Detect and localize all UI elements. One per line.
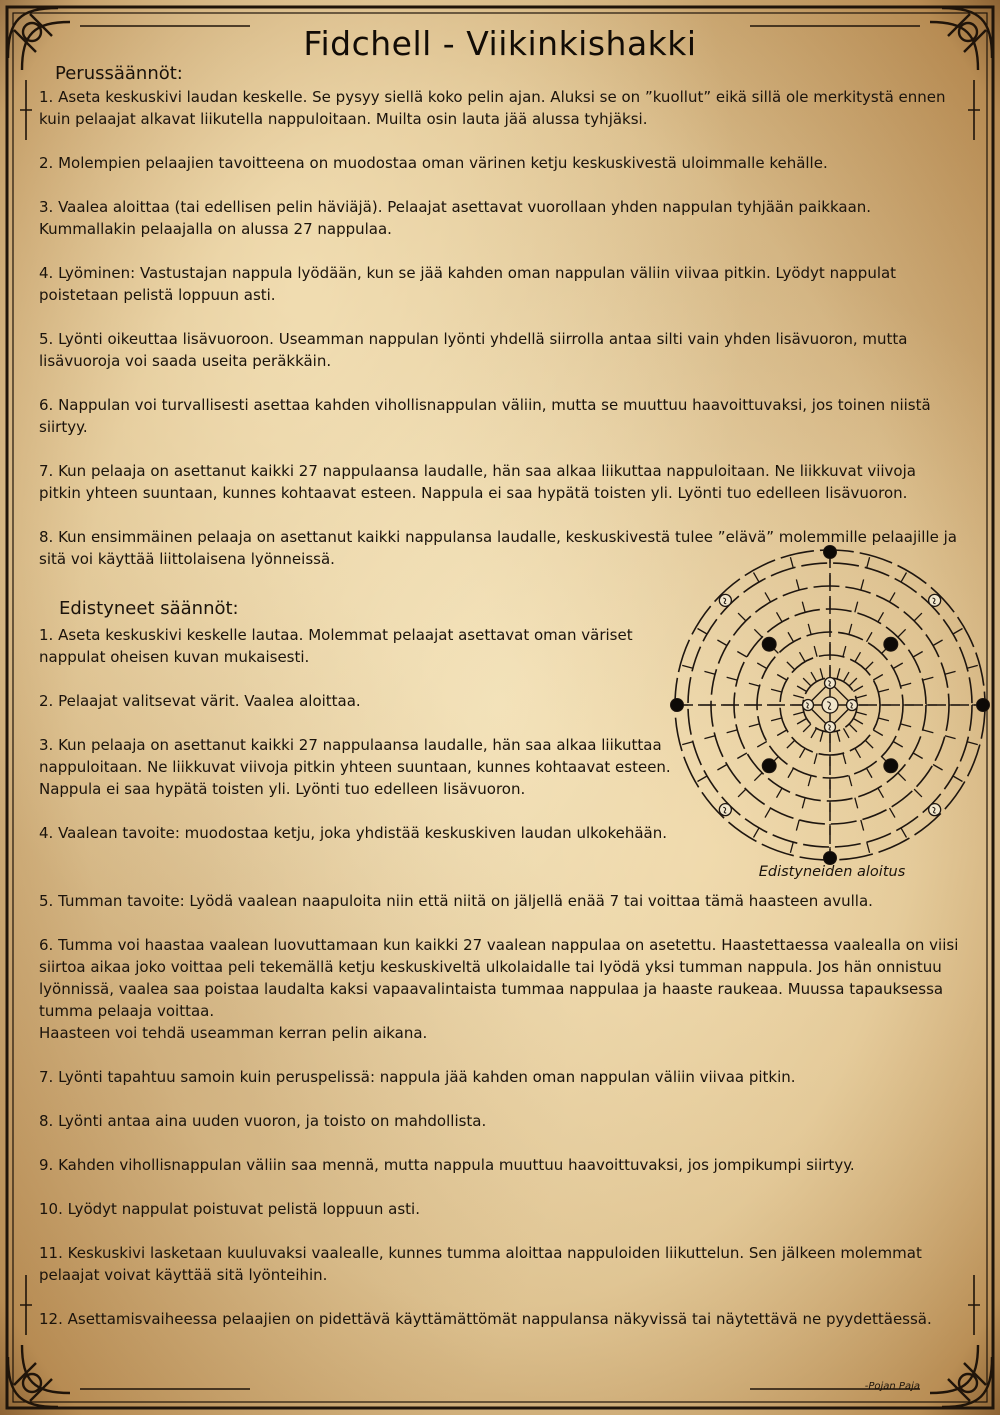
basic-rule: 7. Kun pelaaja on asettanut kaikki 27 nappulaansa laudalle, hän saa alkaa liikuttaa nappuloitaan. Ne liikkuvat viivoja pitkin yhteen suuntaan, kunnes kohtaavat esteen. Nappula ei saa hypätä toisten yli. Lyönti tuo edelleen lisävuoron.	[39, 462, 916, 502]
advanced-rule: 9. Kahden vihollisnappulan väliin saa mennä, mutta nappula muuttuu haavoittuvaksi, jos jompikumpi siirtyy.	[39, 1156, 855, 1174]
advanced-rule: 10. Lyödyt nappulat poistuvat pelistä loppuun asti.	[39, 1200, 420, 1218]
author-credit: -Pojan Paja	[864, 1381, 920, 1392]
advanced-rule: 5. Tumman tavoite: Lyödä vaalean naapuloita niin että niitä on jäljellä enää 7 tai voittaa tämä haasteen avulla.	[39, 892, 873, 910]
advanced-rule: 12. Asettamisvaiheessa pelaajien on pidettävä käyttämättömät nappulansa näkyvissä tai näytettävä ne pyydettäessä.	[39, 1310, 932, 1328]
basic-rule: 5. Lyönti oikeuttaa lisävuoroon. Useamman nappulan lyönti yhdellä siirrolla antaa silti vain yhden lisävuoron, mutta lisävuoroja voi saada useita peräkkäin.	[39, 330, 908, 370]
board-spoke	[753, 728, 817, 839]
board-spoke	[853, 719, 964, 783]
board-spoke	[696, 719, 807, 783]
basic-rules-list	[39, 86, 959, 592]
basic-rule: 4. Lyöminen: Vastustajan nappula lyödään, kun se jää kahden oman nappulan väliin viivaa pitkin. Lyödyt nappulat poistetaan pelistä loppuun asti.	[39, 264, 897, 304]
advanced-rule: 8. Lyönti antaa aina uuden vuoron, ja toisto on mahdollista.	[39, 1112, 487, 1130]
board-dark-piece	[671, 699, 684, 712]
basic-rule: 2. Molempien pelaajien tavoitteena on muodostaa oman värinen ketju keskuskivestä uloimmalle kehälle.	[39, 154, 828, 172]
advanced-rule: 11. Keskuskivi lasketaan kuuluvaksi vaalealle, kunnes tumma aloittaa nappuloiden liikuttelun. Sen jälkeen molemmat pelaajat voivat käyttää sitä lyönteihin.	[39, 1244, 922, 1284]
advanced-rules-list-upper	[39, 624, 679, 866]
board-spoke	[844, 571, 908, 682]
board-dark-piece	[824, 546, 837, 559]
basic-rule: 1. Aseta keskuskivi laudan keskelle. Se pysyy siellä koko pelin ajan. Aluksi se on ”kuollut” eikä sillä ole merkitystä ennen kuin pelaajat alkavat liikutella nappuloitaan. Muilta osin lauta jää alussa tyhjäksi.	[39, 88, 946, 128]
advanced-rules-list-lower	[39, 890, 984, 1352]
figure-caption: Edistyneiden aloitus	[758, 864, 906, 880]
fidchell-board-diagram	[670, 545, 990, 865]
advanced-rule: 2. Pelaajat valitsevat värit. Vaalea aloittaa.	[39, 692, 361, 710]
board-spoke	[844, 728, 908, 839]
basic-rule: 6. Nappulan voi turvallisesti asettaa kahden vihollisnappulan väliin, mutta se muuttuu haavoittuvaksi, jos toinen niistä siirtyy.	[39, 396, 931, 436]
board-spoke	[696, 628, 807, 692]
advanced-rules-heading: Edistyneet säännöt:	[59, 598, 239, 619]
board-dark-piece	[884, 637, 898, 651]
advanced-rule: 1. Aseta keskuskivi keskelle lautaa. Molemmat pelaajat asettavat oman väriset nappulat oheisen kuvan mukaisesti.	[39, 626, 633, 666]
advanced-rule: 6. Tumma voi haastaa vaalean luovuttamaan kun kaikki 27 vaalean nappulaa on asetettu. Haastettaessa vaalealla on viisi siirtoa aikaa joko voittaa peli tekemällä ketju keskuskiveltä ulkolaidalle tai lyödä yksi tumman nappula. Jos hän onnistuu lyönnissä, vaalea saa poistaa laudalta kaksi vapaavalintaista tummaa nappulaa ja haaste raukeaa. Muussa tapauksessa tumma pelaaja voittaa. Haasteen voi tehdä useamman kerran pelin aikana.	[39, 936, 959, 1042]
board-dark-piece	[824, 852, 837, 865]
basic-rules-heading: Perussäännöt:	[55, 63, 183, 84]
board-dark-piece	[884, 759, 898, 773]
board-dark-piece	[977, 699, 990, 712]
basic-rule: 8. Kun ensimmäinen pelaaja on asettanut kaikki nappulansa laudalle, keskuskivestä tulee ”elävä” molemmille pelaajille ja sitä voi käyttää liittolaisena lyönneissä.	[39, 528, 957, 568]
board-spoke	[853, 628, 964, 692]
advanced-rule: 7. Lyönti tapahtuu samoin kuin peruspelissä: nappula jää kahden oman nappulan väliin viivaa pitkin.	[39, 1068, 796, 1086]
advanced-rule: 4. Vaalean tavoite: muodostaa ketju, joka yhdistää keskuskiven laudan ulkokehään.	[39, 824, 667, 842]
board-dark-piece	[762, 759, 776, 773]
advanced-rule: 3. Kun pelaaja on asettanut kaikki 27 nappulaansa laudalle, hän saa alkaa liikuttaa nappuloitaan. Ne liikkuvat viivoja pitkin yhteen suuntaan, kunnes kohtaavat esteen. Nappula ei saa hypätä toisten yli. Lyönti tuo edelleen lisävuoron.	[39, 736, 671, 798]
board-dark-piece	[762, 637, 776, 651]
page-title: Fidchell - Viikinkishakki	[303, 24, 697, 63]
basic-rule: 3. Vaalea aloittaa (tai edellisen pelin häviäjä). Pelaajat asettavat vuorollaan yhden nappulan tyhjään paikkaan. Kummallakin pelaajalla on alussa 27 nappulaa.	[39, 198, 872, 238]
board-spoke	[753, 571, 817, 682]
